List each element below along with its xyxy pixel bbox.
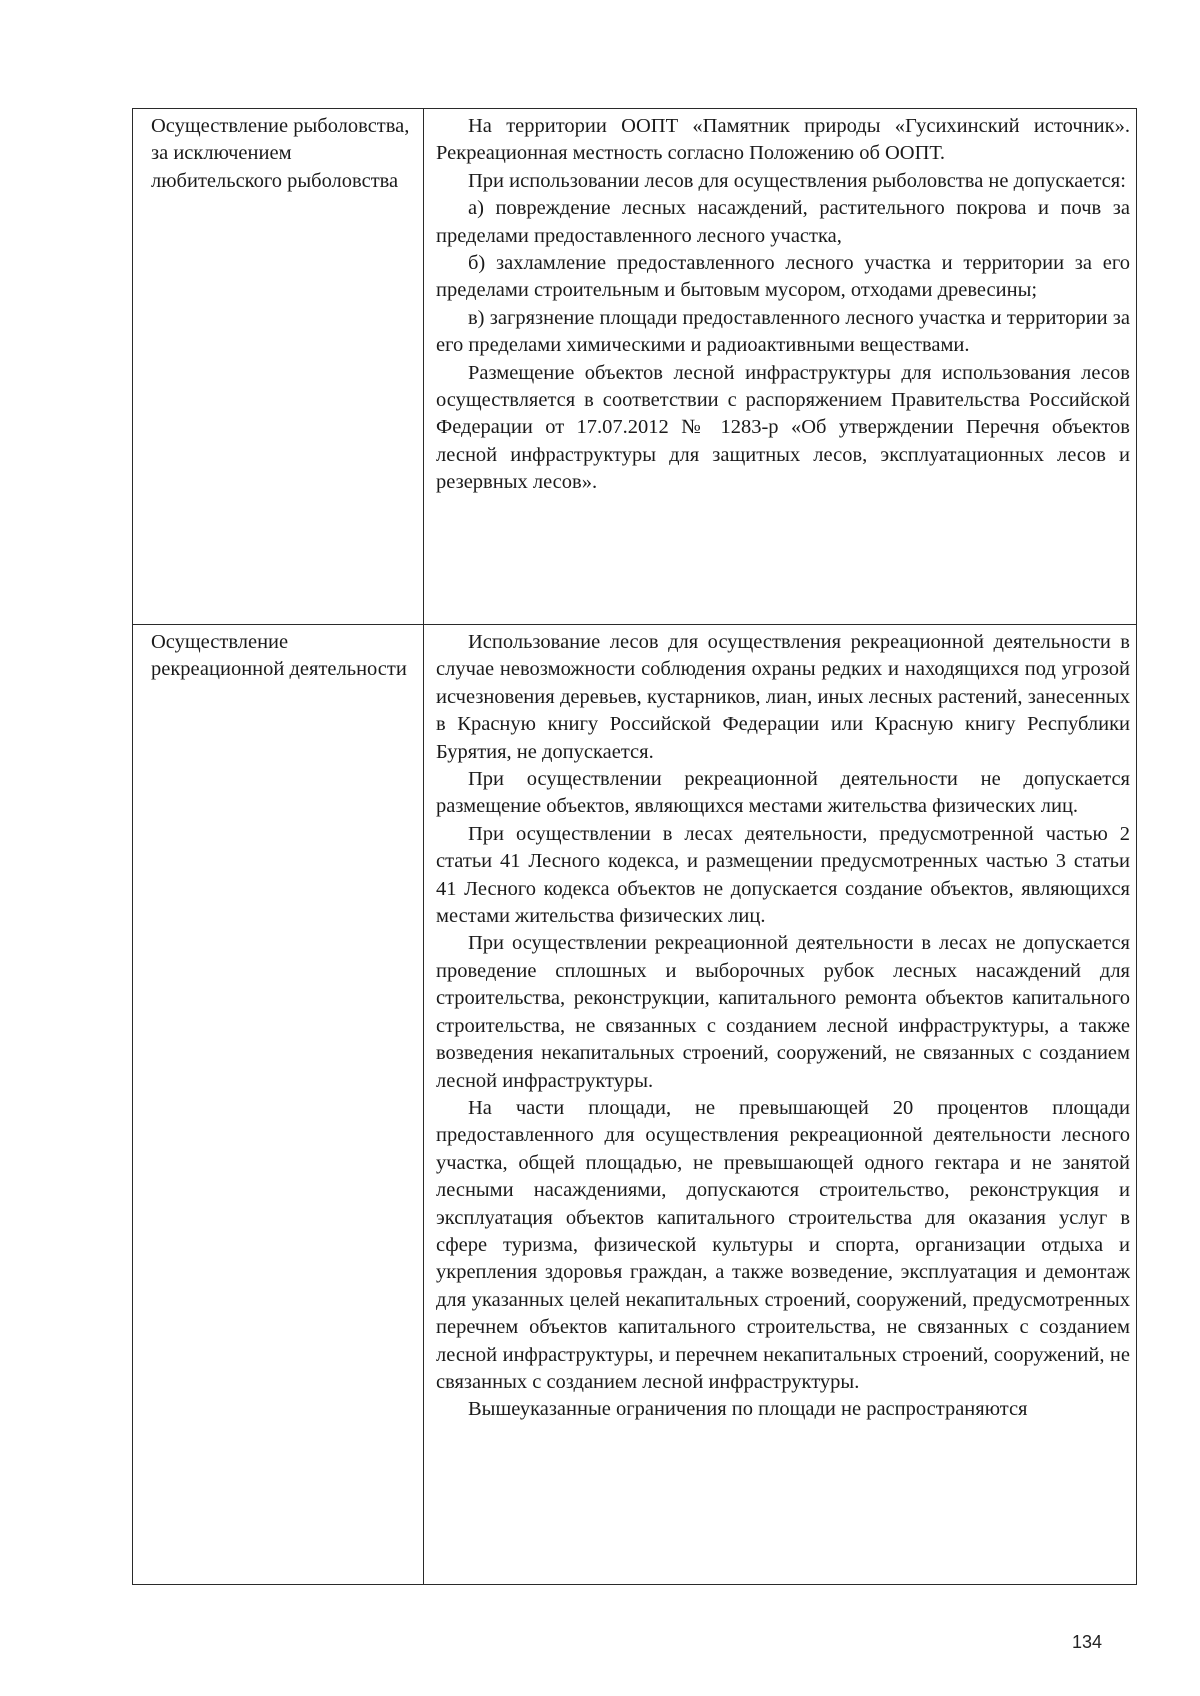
paragraph: На части площади, не превышающей 20 процентов площади предоставленного для осуществления рекреационной деятельности лесного участка, общей площадью, не превышающей одного гектара и не занятой лесными насаждениями, допускаются строительство, реконструкция и эксплуатация объектов капитального строительства для оказания услуг в сфере туризма, физической культуры и спорта, организации отдыха и укрепления здоровья граждан, а также возведение, эксплуатация и демонтаж для указанных целей некапитальных строений, сооружений, предусмотренных перечнем объектов капитального строительства, не связанных с созданием лесной инфраструктуры, и перечнем некапитальных строений, сооружений, не связанных с созданием лесной инфраструктуры. xyxy=(436,1096,1130,1393)
paragraph: При осуществлении рекреационной деятельности в лесах не допускается проведение сплошных и выборочных рубок лесных насаждений для строительства, реконструкции, капитального ремонта объектов капитального строительства, не связанных с созданием лесной инфраструктуры, а также возведения некапитальных строений, сооружений, не связанных с созданием лесной инфраструктуры. xyxy=(436,932,1130,1092)
activity-cell: Осуществление рекреационной деятельности xyxy=(133,625,424,1585)
requirements-cell xyxy=(424,625,1137,1585)
activity-cell: Осуществление рыболовства, за исключением любительского рыболовства xyxy=(133,109,424,625)
page-number: 134 xyxy=(1072,1632,1103,1652)
paragraph: а) повреждение лесных насаждений, растительного покрова и почв за пределами предоставленного лесного участка, xyxy=(436,197,1130,247)
paragraph: в) загрязнение площади предоставленного лесного участка и территории за его пределами химическими и радиоактивными веществами. xyxy=(436,306,1130,357)
paragraph: Использование лесов для осуществления рекреационной деятельности в случае невозможности соблюдения охраны редких и находящихся под угрозой исчезновения деревьев, кустарников, лиан, иных лесных растений, занесенных в Красную книгу Российской Федерации или Красную книгу Республики Бурятия, не допускается. xyxy=(436,631,1130,763)
paragraph: б) захламление предоставленного лесного участка и территории за его пределами строительным и бытовым мусором, отходами древесины; xyxy=(436,252,1130,302)
paragraph: На территории ООПТ «Памятник природы «Гусихинский источник». Рекреационная местность согласно Положению об ООПТ. xyxy=(436,115,1130,165)
requirements-cell xyxy=(424,109,1137,625)
paragraph: При осуществлении в лесах деятельности, предусмотренной частью 2 статьи 41 Лесного кодекса, и размещении предусмотренных частью 3 статьи 41 Лесного кодекса объектов не допускается создание объектов, являющихся местами жительства физических лиц. xyxy=(436,822,1130,928)
paragraph: При использовании лесов для осуществления рыболовства не допускается: xyxy=(468,169,1126,192)
table-row xyxy=(133,109,1137,625)
paragraph: При осуществлении рекреационной деятельности не допускается размещение объектов, являющихся местами жительства физических лиц. xyxy=(436,768,1130,818)
document-table xyxy=(132,108,1137,1585)
paragraph: Размещение объектов лесной инфраструктуры для использования лесов осуществляется в соответствии с распоряжением Правительства Российской Федерации от 17.07.2012 № 1283-р «Об утверждении Перечня объектов лесной инфраструктуры для защитных лесов, эксплуатационных лесов и резервных лесов». xyxy=(436,361,1130,494)
paragraph: Вышеуказанные ограничения по площади не распространяются xyxy=(468,1398,1028,1421)
table-row xyxy=(133,625,1137,1585)
